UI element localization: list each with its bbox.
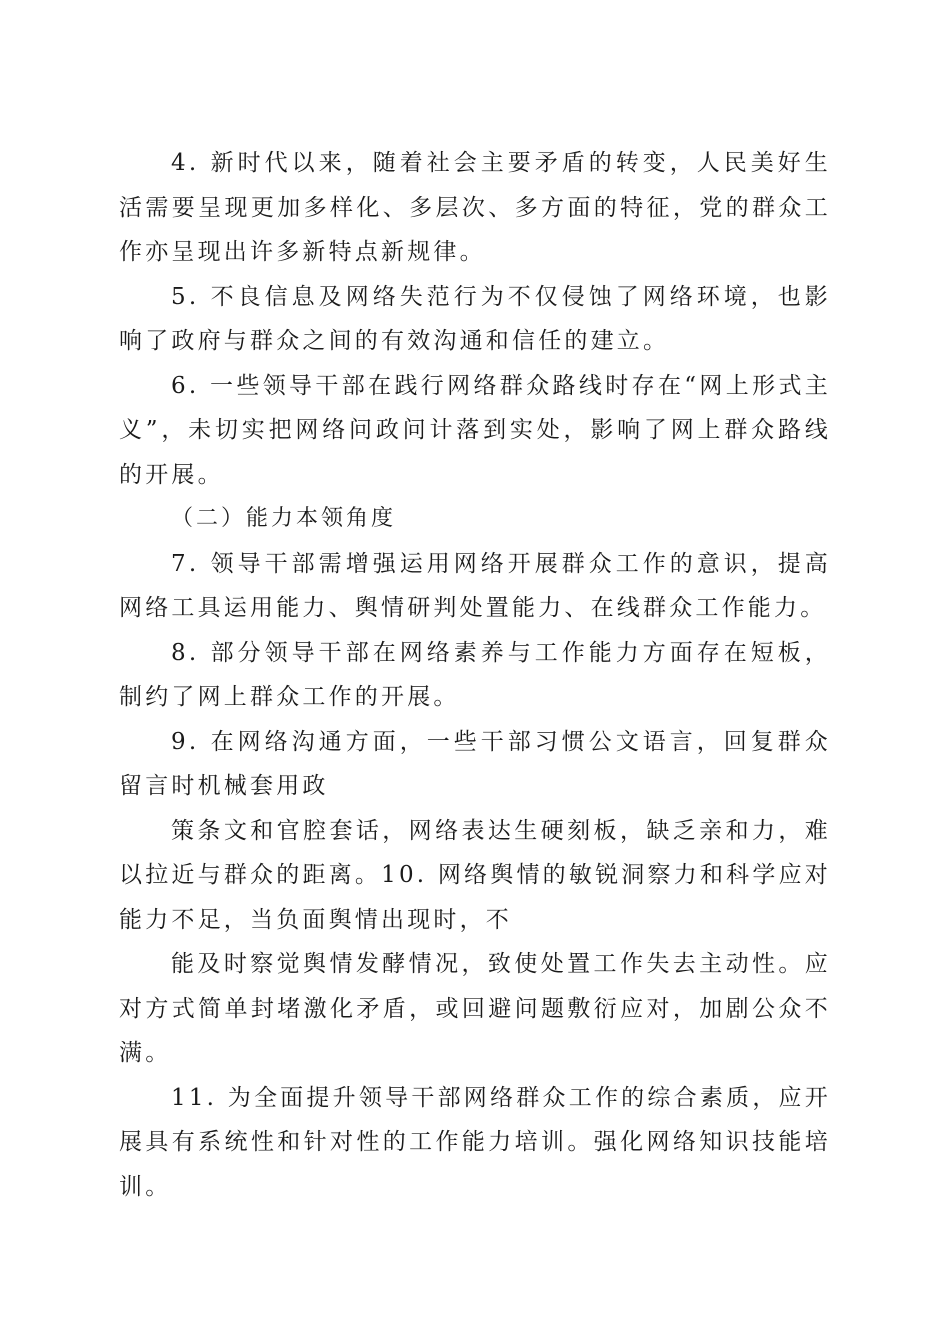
paragraph-9-continued: 策条文和官腔套话，网络表达生硬刻板，缺乏亲和力，难以拉近与群众的距离。10. 网络舆情的敏锐洞察力和科学应对能力不足，当负面舆情出现时，不 [119,817,831,933]
paragraph-5: 5. 不良信息及网络失范行为不仅侵蚀了网络环境，也影响了政府与群众之间的有效沟通和信任的建立。 [119,283,831,354]
paragraph-7: 7. 领导干部需增强运用网络开展群众工作的意识，提高网络工具运用能力、舆情研判处置能力、在线群众工作能力。 [119,550,831,621]
paragraph-8: 8. 部分领导干部在网络素养与工作能力方面存在短板，制约了网上群众工作的开展。 [119,639,831,710]
section-heading: （二）能力本领角度 [171,506,397,531]
paragraph-4: 4. 新时代以来，随着社会主要矛盾的转变，人民美好生活需要呈现更加多样化、多层次、多方面的特征，党的群众工作亦呈现出许多新特点新规律。 [119,150,831,265]
document-body [119,141,831,1209]
paragraph-10-continued: 能及时察觉舆情发酵情况，致使处置工作失去主动性。应对方式简单封堵激化矛盾，或回避问题敷衍应对，加剧公众不满。 [119,951,831,1066]
paragraph-11: 11. 为全面提升领导干部网络群众工作的综合素质，应开展具有系统性和针对性的工作能力培训。强化网络知识技能培训。 [119,1084,831,1200]
paragraph-6: 6. 一些领导干部在践行网络群众路线时存在“网上形式主义”，未切实把网络问政问计落到实处，影响了网上群众路线的开展。 [119,372,831,488]
paragraph-9: 9. 在网络沟通方面，一些干部习惯公文语言，回复群众留言时机械套用政 [119,728,831,799]
